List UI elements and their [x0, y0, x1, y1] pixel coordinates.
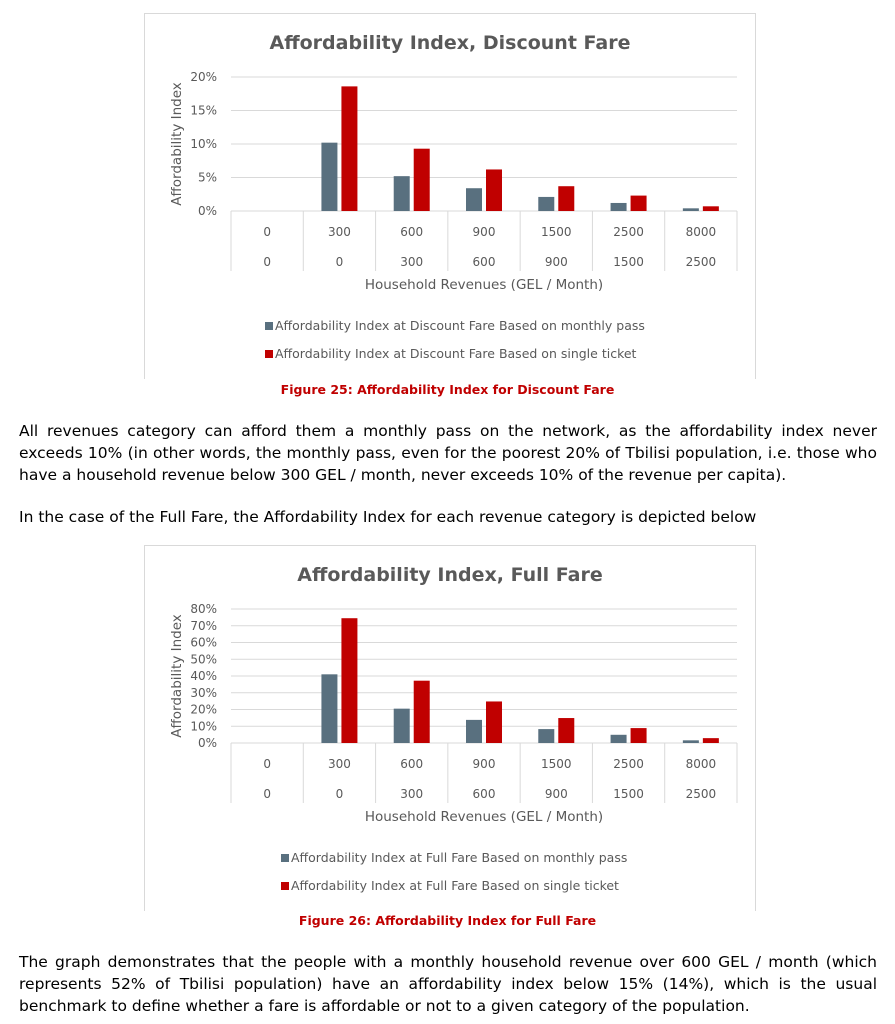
y-tick-label: 30% [190, 685, 217, 700]
x-category-label-upper: 1500 [541, 225, 572, 239]
bar-single-ticket [703, 206, 719, 211]
y-tick-label: 5% [197, 170, 217, 185]
paragraph-conclusion: The graph demonstrates that the people with a monthly household revenue over 600 GEL / month (which represents 52% of Tbilisi population) have an affordability index below 15% (14%), which is the usual benchmark to define whether a fare is affordable or not to a given category of the population. [19, 953, 877, 1015]
y-tick-label: 40% [190, 669, 217, 683]
x-category-label-upper: 600 [400, 757, 424, 771]
bar-single-ticket [341, 86, 357, 211]
bar-single-ticket [486, 701, 502, 743]
y-tick-label: 50% [190, 652, 217, 667]
x-category-label-lower: 0 [263, 255, 271, 269]
bar-monthly-pass [466, 720, 482, 743]
x-category-label-upper: 8000 [685, 757, 717, 771]
x-category-label-lower: 1500 [613, 787, 644, 801]
y-axis-label: Affordability Index [169, 82, 185, 206]
y-tick-label: 20% [190, 702, 217, 717]
paragraph-full-fare-intro: In the case of the Full Fare, the Affordability Index for each revenue category is depicted below [19, 508, 757, 526]
legend-swatch-monthly-pass [281, 854, 289, 862]
x-category-label-upper: 900 [472, 757, 496, 771]
bar-monthly-pass [394, 709, 410, 743]
x-category-label-lower: 900 [544, 255, 568, 269]
bar-single-ticket [341, 618, 357, 743]
bar-single-ticket [414, 681, 430, 743]
legend-swatch-single-ticket [281, 882, 289, 890]
x-category-label-lower: 1500 [613, 255, 644, 269]
x-axis-label: Household Revenues (GEL / Month) [364, 277, 604, 293]
legend-swatch-monthly-pass [265, 322, 273, 330]
figure-26-caption: Figure 26: Affordability Index for Full Fare [298, 913, 597, 928]
y-tick-label: 70% [190, 618, 217, 633]
full-fare-chart [144, 545, 756, 911]
bar-monthly-pass [538, 197, 554, 211]
y-tick-label: 0% [197, 736, 217, 750]
chart-title: Affordability Index, Discount Fare [269, 32, 631, 54]
x-category-label-upper: 2500 [613, 757, 644, 771]
paragraph-discount-summary: All revenues category can afford them a monthly pass on the network, as the affordability index never exceeds 10% (in other words, the monthly pass, even for the poorest 20% of Tbilisi population, i.e. those who have a household revenue below 300 GEL / month, never exceeds 10% of the revenue per capita). [19, 422, 877, 484]
x-axis-label: Household Revenues (GEL / Month) [364, 809, 604, 825]
x-category-label-lower: 900 [544, 787, 568, 801]
legend-label-monthly-pass: Affordability Index at Discount Fare Based on monthly pass [275, 318, 645, 333]
y-tick-label: 80% [190, 602, 217, 616]
x-category-label-lower: 2500 [685, 787, 717, 801]
x-category-label-lower: 0 [263, 787, 271, 801]
x-category-label-lower: 300 [400, 787, 424, 801]
y-tick-label: 10% [190, 137, 217, 151]
x-category-label-upper: 0 [263, 757, 271, 771]
bar-single-ticket [558, 718, 574, 743]
bar-monthly-pass [611, 735, 627, 743]
discount-fare-chart [144, 13, 756, 379]
x-category-label-upper: 300 [327, 757, 351, 771]
bar-monthly-pass [466, 188, 482, 211]
y-tick-label: 20% [190, 70, 217, 84]
legend-label-monthly-pass: Affordability Index at Full Fare Based on monthly pass [291, 850, 628, 865]
x-category-label-lower: 2500 [685, 255, 717, 269]
x-category-label-upper: 2500 [613, 225, 644, 239]
bar-monthly-pass [683, 740, 699, 743]
y-tick-label: 10% [190, 719, 217, 734]
x-category-label-upper: 8000 [685, 225, 717, 239]
x-category-label-upper: 900 [472, 225, 496, 239]
x-category-label-lower: 0 [335, 255, 344, 269]
y-tick-label: 0% [197, 204, 217, 218]
x-category-label-lower: 600 [472, 787, 496, 801]
y-tick-label: 60% [190, 635, 217, 650]
bar-monthly-pass [683, 208, 699, 211]
legend-label-single-ticket: Affordability Index at Discount Fare Based on single ticket [275, 346, 637, 361]
x-category-label-upper: 0 [263, 225, 271, 239]
legend-swatch-single-ticket [265, 350, 273, 358]
bar-monthly-pass [321, 674, 337, 743]
figure-25-caption: Figure 25: Affordability Index for Discount Fare [280, 382, 615, 397]
bar-monthly-pass [611, 203, 627, 211]
x-category-label-lower: 300 [400, 255, 424, 269]
x-category-label-lower: 0 [335, 787, 344, 801]
bar-single-ticket [414, 149, 430, 211]
x-category-label-lower: 600 [472, 255, 496, 269]
y-tick-label: 15% [190, 103, 217, 118]
bar-monthly-pass [321, 143, 337, 211]
bar-single-ticket [631, 728, 647, 743]
x-category-label-upper: 1500 [541, 757, 572, 771]
bar-single-ticket [486, 169, 502, 211]
legend-label-single-ticket: Affordability Index at Full Fare Based on single ticket [291, 878, 619, 893]
bar-monthly-pass [394, 176, 410, 211]
bar-single-ticket [558, 186, 574, 211]
x-category-label-upper: 300 [327, 225, 351, 239]
full-fare-chart-svg [145, 546, 755, 911]
discount-fare-chart-svg [145, 14, 755, 379]
chart-title: Affordability Index, Full Fare [297, 564, 603, 586]
bar-single-ticket [631, 196, 647, 211]
bar-monthly-pass [538, 729, 554, 743]
y-axis-label: Affordability Index [169, 614, 185, 738]
bar-single-ticket [703, 738, 719, 743]
x-category-label-upper: 600 [400, 225, 424, 239]
